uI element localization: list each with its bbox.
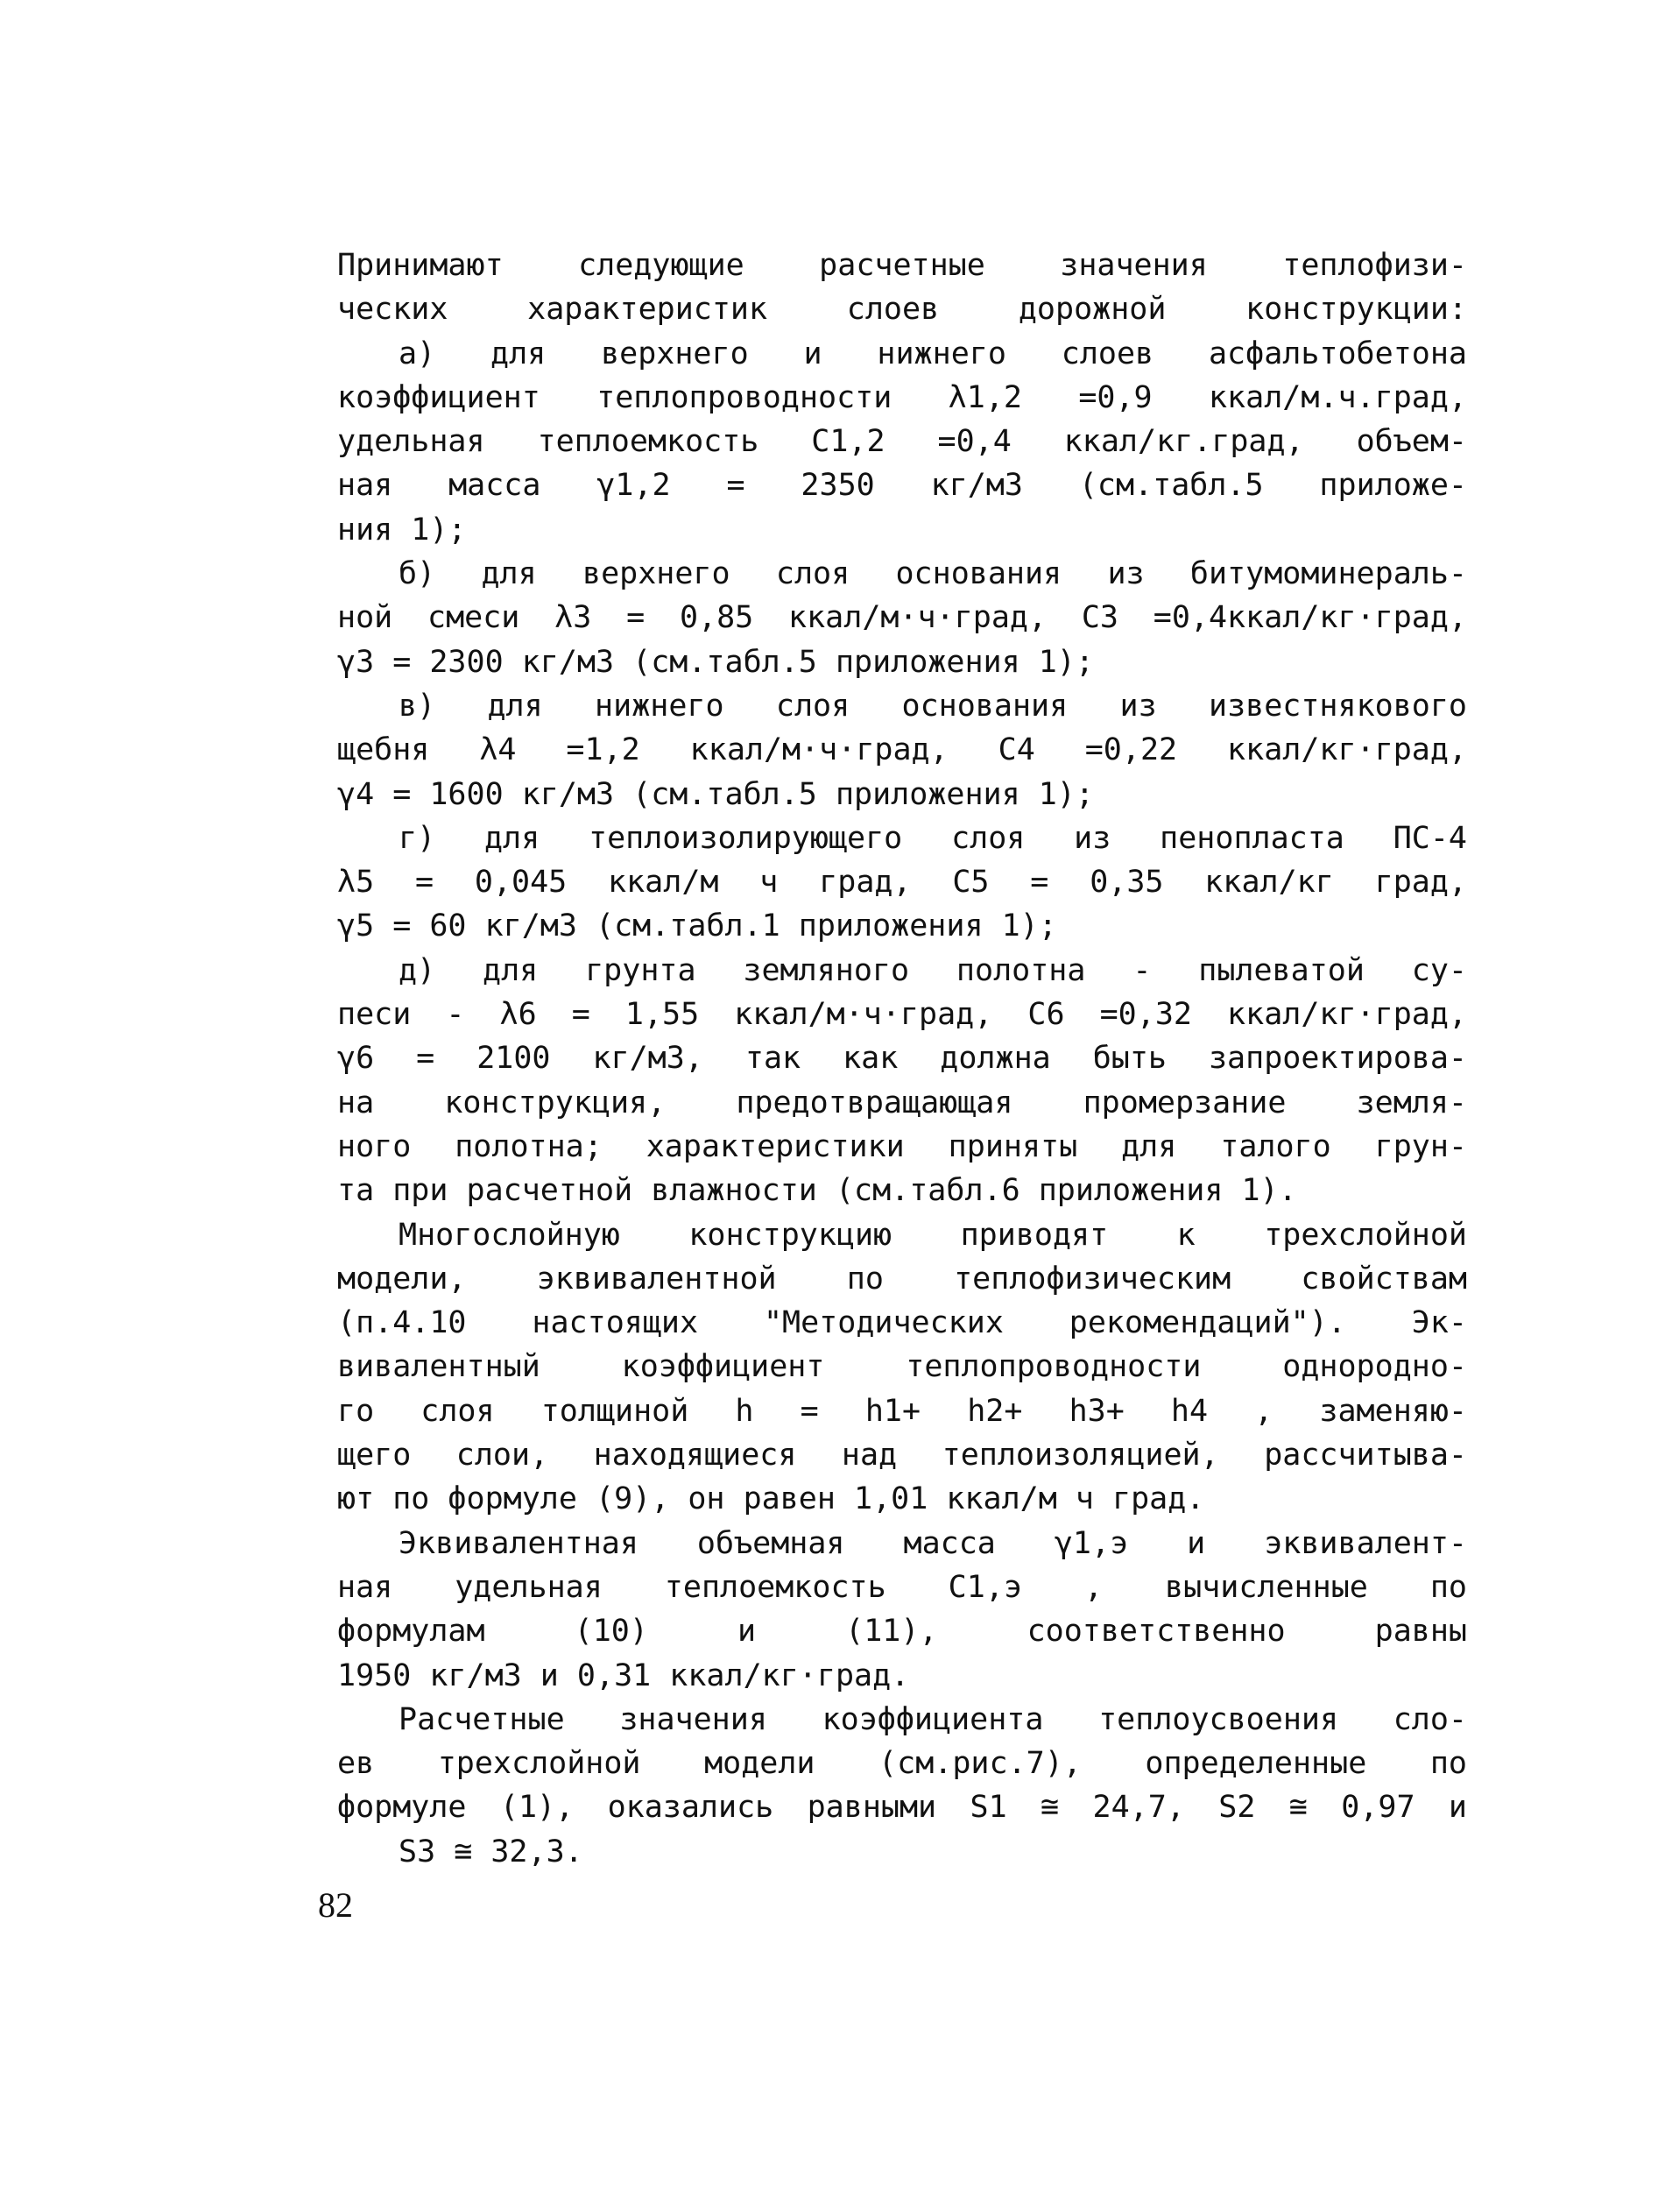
text-line: песи - λ6 = 1,55 ккал/м·ч·град, C6 =0,32 ккал/кг·град, bbox=[337, 997, 1467, 1033]
text-line: Эквивалентная объемная масса γ1,э и эквивалент- bbox=[399, 1525, 1467, 1561]
text-line: S3 ≅ 32,3. bbox=[399, 1834, 583, 1869]
text-line: щебня λ4 =1,2 ккал/м·ч·град, C4 =0,22 ккал/кг·град, bbox=[337, 732, 1467, 768]
text-line: го слоя толщиной h = h1+ h2+ h3+ h4 , заменяю- bbox=[337, 1393, 1467, 1429]
text-line: ев трехслойной модели (см.рис.7), определенные по bbox=[337, 1746, 1467, 1782]
text-line: Расчетные значения коэффициента теплоусвоения сло- bbox=[399, 1701, 1467, 1737]
text-line: γ6 = 2100 кг/м3, так как должна быть запроектирова- bbox=[337, 1041, 1467, 1077]
body-text bbox=[337, 244, 1467, 1874]
text-line: γ3 = 2300 кг/м3 (см.табл.5 приложения 1); bbox=[337, 644, 1094, 680]
text-line: Принимают следующие расчетные значения теплофизи- bbox=[337, 248, 1467, 283]
text-line: Многослойную конструкцию приводят к трехслойной bbox=[399, 1217, 1467, 1253]
text-line: формуле (1), оказались равными S1 ≅ 24,7, S2 ≅ 0,97 и bbox=[337, 1790, 1467, 1826]
text-line: коэффициент теплопроводности λ1,2 =0,9 ккал/м.ч.град, bbox=[337, 379, 1467, 415]
text-line: щего слои, находящиеся над теплоизоляцией, рассчитыва- bbox=[337, 1438, 1467, 1473]
text-line: γ5 = 60 кг/м3 (см.табл.1 приложения 1); bbox=[337, 908, 1057, 944]
text-line: ния 1); bbox=[337, 512, 467, 548]
text-line: γ4 = 1600 кг/м3 (см.табл.5 приложения 1); bbox=[337, 776, 1094, 812]
text-line: формулам (10) и (11), соответственно равны bbox=[337, 1614, 1467, 1650]
text-line: д) для грунта земляного полотна - пылеватой су- bbox=[399, 952, 1467, 988]
text-line: λ5 = 0,045 ккал/м ч град, C5 = 0,35 ккал/кг град, bbox=[337, 865, 1467, 901]
text-line: б) для верхнего слоя основания из битумоминераль- bbox=[399, 556, 1467, 592]
text-line: (п.4.10 настоящих "Методических рекомендаций"). Эк- bbox=[337, 1305, 1467, 1341]
text-line: ного полотна; характеристики приняты для талого грун- bbox=[337, 1128, 1467, 1164]
page-number: 82 bbox=[318, 1885, 353, 1925]
text-line: ной смеси λ3 = 0,85 ккал/м·ч·град, C3 =0,4ккал/кг·град, bbox=[337, 600, 1467, 636]
text-line: вивалентный коэффициент теплопроводности однородно- bbox=[337, 1349, 1467, 1385]
text-line: ют по формуле (9), он равен 1,01 ккал/м ч град. bbox=[337, 1481, 1205, 1517]
text-line: 1950 кг/м3 и 0,31 ккал/кг·град. bbox=[337, 1657, 910, 1693]
text-line: та при расчетной влажности (см.табл.6 приложения 1). bbox=[337, 1173, 1297, 1209]
text-line: ная удельная теплоемкость C1,э , вычисленные по bbox=[337, 1569, 1467, 1605]
text-line: на конструкция, предотвращающая промерзание земля- bbox=[337, 1085, 1467, 1120]
text-line: модели, эквивалентной по теплофизическим свойствам bbox=[337, 1261, 1467, 1297]
text-line: ческих характеристик слоев дорожной конструкции: bbox=[337, 292, 1467, 328]
text-line: ная масса γ1,2 = 2350 кг/м3 (см.табл.5 приложе- bbox=[337, 468, 1467, 504]
text-line: а) для верхнего и нижнего слоев асфальтобетона bbox=[399, 336, 1467, 371]
text-line: удельная теплоемкость C1,2 =0,4 ккал/кг.град, объем- bbox=[337, 424, 1467, 460]
text-line: в) для нижнего слоя основания из известнякового bbox=[399, 688, 1467, 724]
text-line: г) для теплоизолирующего слоя из пенопласта ПС-4 bbox=[399, 820, 1467, 856]
